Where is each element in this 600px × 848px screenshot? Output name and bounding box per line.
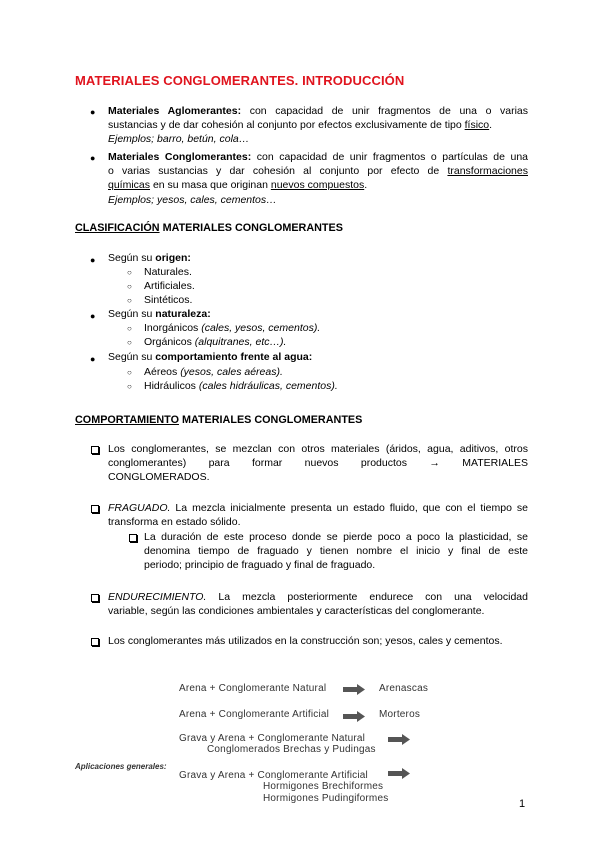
circle-bullet: ○ [127,268,132,277]
intro-item-conglomerantes [108,150,528,207]
list-item: Sintéticos. [144,294,193,306]
text: La duración de este proceso donde se pierde poco a poco la plasticidad, se [144,531,528,543]
checkbox-bullet-icon [91,638,99,646]
diagram-row2-right: Morteros [379,709,421,720]
text: transformaciones [447,165,528,178]
text: conglomerantes) [108,457,187,470]
list-item: Naturales. [144,266,192,278]
text: La mezcla posteriormente endurece con una velocidad [206,591,528,603]
circle-bullet: ○ [127,382,132,391]
text: Orgánicos [144,336,195,348]
list-item: Artificiales. [144,280,195,292]
text: o varias sustancias y dar cohesión al conjunto por efecto de [108,165,440,178]
text: MATERIALES [462,457,528,470]
circle-bullet: ○ [127,324,132,333]
text: (yesos, cales aéreas). [180,366,283,378]
paragraph-fraguado-detalle [144,530,528,573]
bullet-dot: ● [90,311,96,321]
clasif-naturaleza [108,308,211,320]
text: físico [464,119,490,132]
text: origen: [155,252,191,264]
text: MATERIALES CONGLOMERANTES [178,414,363,426]
list-item [144,380,338,392]
text: Aéreos [144,366,181,378]
bullet-dot: ● [90,255,96,265]
text: (cales hidráulicas, cementos). [198,380,338,392]
clasif-origen [108,252,191,264]
bullet-dot: ● [90,354,96,364]
label-conglomerantes: Materiales Conglomerantes: [108,151,252,163]
text: con capacidad de unir fragmentos de una o varias [249,105,529,117]
text: nuevos compuestos [270,179,365,192]
circle-bullet: ○ [127,282,132,291]
text: denomina tiempo de fraguado y tienen nombre el inicio y final de este [144,545,528,558]
bullet-dot: ● [90,107,96,117]
diagram-row4-line1: Grava y Arena + Conglomerante Artificial [179,770,368,781]
paragraph-mas-utilizados: Los conglomerantes más utilizados en la construcción son; yesos, cales y cementos. [108,635,503,647]
list-item [144,336,286,348]
diagram-row4-line2: Hormigones Brechiformes [263,781,384,792]
text-line [108,456,528,470]
text: COMPORTAMIENTO [75,414,179,426]
example-conglomerantes: Ejemplos; yesos, cales, cementos… [108,193,277,206]
text: comportamiento frente al agua: [155,351,313,363]
page-title: MATERIALES CONGLOMERANTES. INTRODUCCIÓN [75,73,405,88]
arrow-right-icon [343,711,365,722]
text: con capacidad de unir fragmentos o partículas de una [256,151,529,163]
text: . [489,119,493,132]
text: La mezcla inicialmente presenta un estado fluido, que con el tiempo se [170,502,528,514]
text: MATERIALES CONGLOMERANTES [159,222,343,234]
text: (cales, yesos, cementos). [201,322,321,334]
arrow-right-icon [388,734,410,745]
text: para [208,457,230,470]
arrow-right-icon [388,768,410,779]
text: Según su [108,351,156,363]
checkbox-bullet-icon [91,594,99,602]
list-item [144,322,320,334]
bullet-dot: ● [90,153,96,163]
text: Según su [108,308,156,320]
circle-bullet: ○ [127,368,132,377]
circle-bullet: ○ [127,338,132,347]
text: transforma en estado sólido. [108,516,241,529]
clasif-agua [108,351,312,363]
intro-item-aglomerantes [108,104,528,147]
section-heading-clasificacion [75,222,343,234]
label-aglomerantes: Materiales Aglomerantes: [108,105,242,117]
text: Inorgánicos [144,322,202,334]
checkbox-bullet-icon [91,505,99,513]
text: variable, según las condiciones ambientales y características del conglomerante. [108,605,485,618]
text: nuevos [304,457,339,470]
text: ENDURECIMIENTO. [108,591,207,603]
example-aglomerantes: Ejemplos; barro, betún, cola… [108,133,250,146]
text: Hidráulicos [144,380,199,392]
text: . [364,179,368,192]
text: periodo; principio de fraguado y final de fraguado. [144,559,376,572]
diagram-row4-line3: Hormigones Pudingiformes [263,793,389,804]
text: sustancias y de dar cohesión al conjunto por efectos exclusivamente de tipo [108,119,462,132]
paragraph-fraguado [108,501,528,529]
text: CLASIFICACIÓN [75,222,160,234]
text: productos [360,457,407,470]
list-item [144,366,283,378]
checkbox-bullet-icon [91,446,99,454]
diagram-row1-right: Arenascas [379,683,429,694]
text: FRAGUADO. [108,502,171,514]
paragraph-mezcla [108,442,528,485]
text: Según su [108,252,156,264]
text: en su masa que originan [152,179,268,192]
section-heading-comportamiento [75,414,362,426]
page-number: 1 [519,798,526,810]
paragraph-endurecimiento [108,590,528,618]
diagram-row3-line2: Conglomerados Brechas y Pudingas [207,744,376,755]
text: → [429,457,440,470]
diagram-row1-left: Arena + Conglomerante Natural [179,683,327,694]
text: formar [251,457,283,470]
text: (alquitranes, etc…). [194,336,287,348]
diagram-row2-left: Arena + Conglomerante Artificial [179,709,330,720]
text: químicas [108,179,151,192]
text: Los conglomerantes, se mezclan con otros materiales (áridos, agua, aditivos, otros [108,443,528,455]
diagram-row3-line1: Grava y Arena + Conglomerante Natural [179,733,366,744]
apps-label: Aplicaciones generales: [75,762,167,771]
text: CONGLOMERADOS. [108,471,210,484]
arrow-right-icon [343,684,365,695]
text: naturaleza: [155,308,211,320]
checkbox-bullet-icon [129,534,137,542]
circle-bullet: ○ [127,296,132,305]
